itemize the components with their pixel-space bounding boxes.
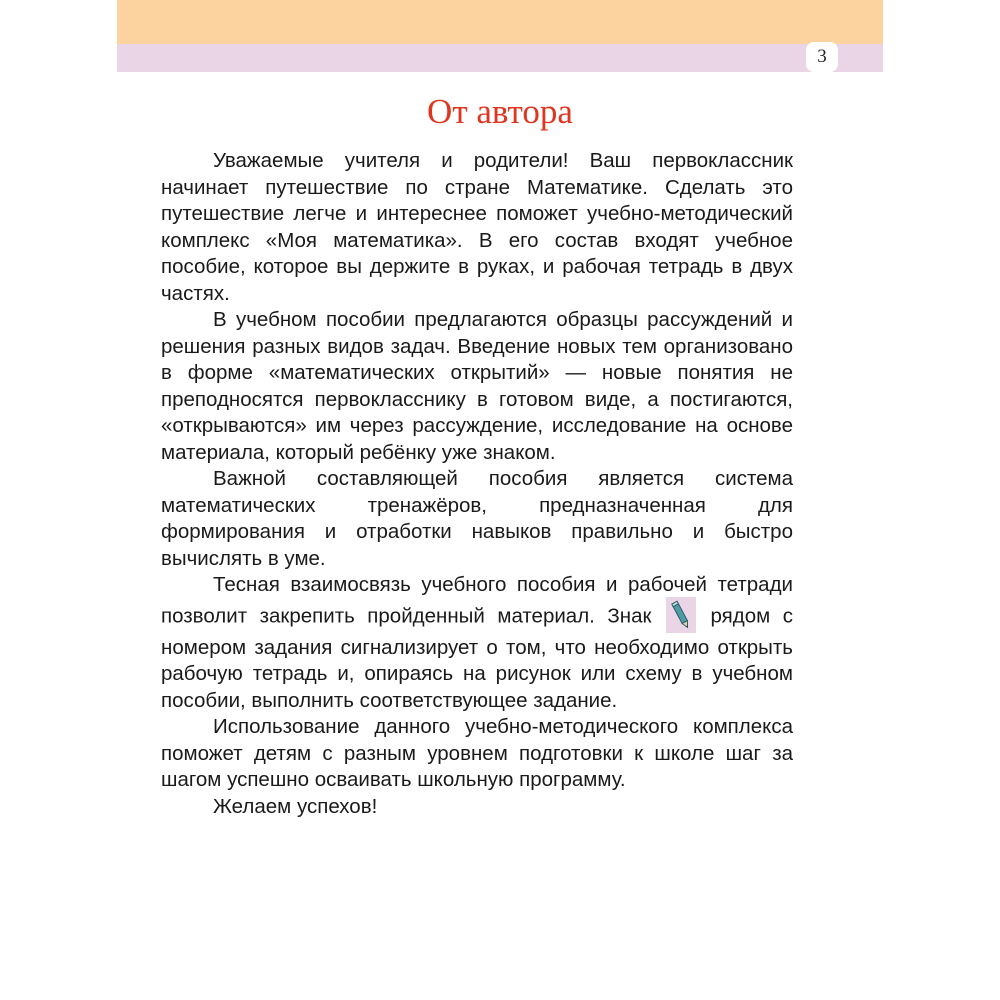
paragraph-6: Желаем успехов! xyxy=(213,794,378,818)
page-number: 3 xyxy=(806,42,838,72)
book-page xyxy=(117,0,883,1000)
paragraph-2: В учебном пособии предлагаются образцы рассуждений и решения разных видов задач. Введение новых тем организовано в форме «математических открытий» — новые понятия не преподносятся первокласснику в готовом виде, а постигаются, «открываются» им через рассуждение, исследование на основе материала, который ребёнку уже знаком. xyxy=(161,308,793,464)
paragraph-1: Уважаемые учителя и родители! Ваш первоклассник начинает путешествие по стране Математике. Сделать это путешествие легче и интереснее поможет учебно-методический комплекс «Моя математика». В его состав входят учебное пособие, которое вы держите в руках, и рабочая тетрадь в двух частях. xyxy=(161,149,793,305)
paragraph-3: Важной составляющей пособия является система математических тренажёров, предназначенная для формирования и отработки навыков правильно и быстро вычислять в уме. xyxy=(161,467,793,570)
paragraph-5: Использование данного учебно-методического комплекса поможет детям с разным уровнем подготовки к школе шаг за шагом успешно осваивать школьную программу. xyxy=(161,715,793,791)
paragraph-4-start: Тесная взаимосвязь учебного пособия и рабочей тетради позволит закрепить пройденный материал. Знак xyxy=(161,573,793,627)
page-title: От автора xyxy=(427,92,573,131)
paragraph-4 xyxy=(161,572,793,714)
body-text xyxy=(161,148,793,820)
header-band-lilac xyxy=(117,44,883,72)
pencil-icon xyxy=(666,597,696,633)
header-band-orange xyxy=(117,0,883,44)
paragraph-4-end: рядом с номером задания сигнализирует о том, что необходимо открыть рабочую тетрадь и, опираясь на рисунок или схему в учебном пособии, выполнить соответствующее задание. xyxy=(161,603,793,712)
